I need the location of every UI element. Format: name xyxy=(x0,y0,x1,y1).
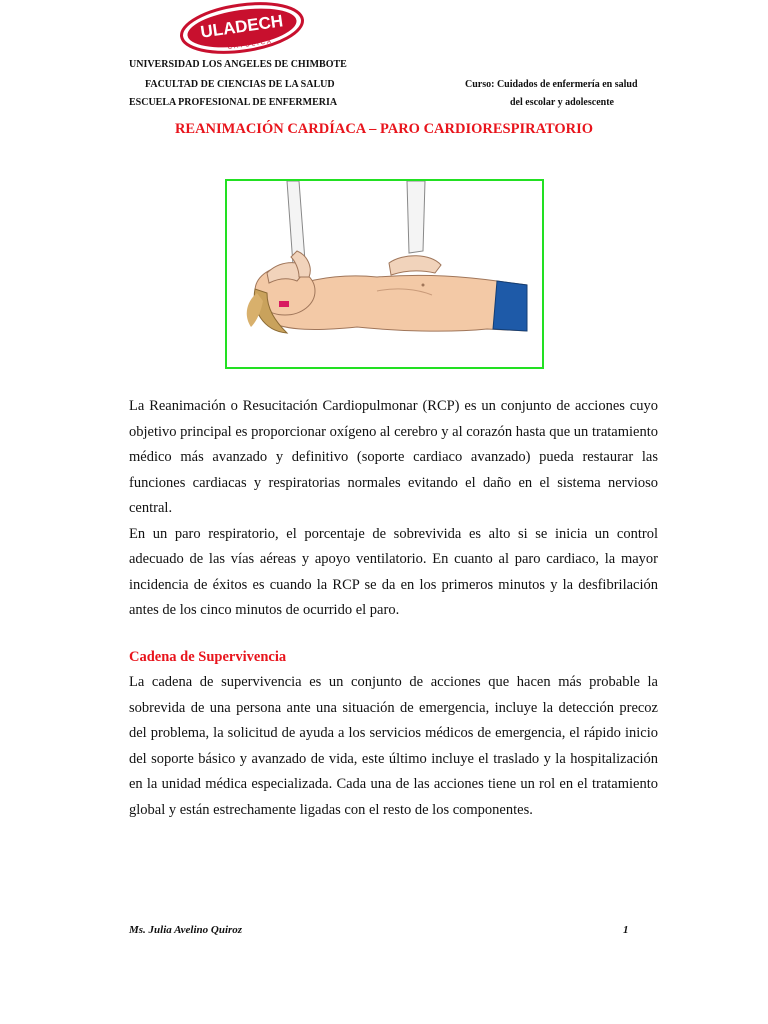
section-paragraph-1: La cadena de supervivencia es un conjunto de acciones que hacen más probable la sobrevida de una persona ante una situación de emergencia, incluye la detección precoz del problema, la solicitud de ayuda a los servicios médicos de emergencia, el rápido inicio del soporte básico y avanzado de vida, este último incluye el traslado y la hospitalización en la unidad médica especializada. Cada una de las acciones tiene un rol en el tratamiento global y están estrechamente ligadas con el resto de los componentes. xyxy=(129,674,658,818)
logo-subtext: CATÓLICA xyxy=(227,38,274,52)
faculty-name: FACULTAD DE CIENCIAS DE LA SALUD xyxy=(145,79,335,90)
university-name: UNIVERSIDAD LOS ANGELES DE CHIMBOTE xyxy=(129,59,347,70)
course-line-2: del escolar y adolescente xyxy=(510,97,614,108)
intro-text xyxy=(129,394,658,624)
uladech-logo xyxy=(178,2,306,54)
cpr-illustration xyxy=(225,179,544,369)
document-title: REANIMACIÓN CARDÍACA – PARO CARDIORESPIRATORIO xyxy=(174,121,594,137)
intro-paragraph-1: La Reanimación o Resucitación Cardiopulmonar (RCP) es un conjunto de acciones cuyo objetivo principal es proporcionar oxígeno al cerebro y al corazón hasta que un tratamiento médico más avanzado y definitivo (soporte cardiaco avanzado) pueda restaurar las funciones cardiacas y respiratorias normales evitando el daño en el sistema nervioso central. xyxy=(129,398,658,516)
school-name: ESCUELA PROFESIONAL DE ENFERMERIA xyxy=(129,97,338,108)
footer-author: Ms. Julia Avelino Quiroz xyxy=(129,924,243,936)
course-line-1: Curso: Cuidados de enfermería en salud xyxy=(465,79,638,90)
logo-text: ULADECH xyxy=(199,11,285,42)
intro-paragraph-2: En un paro respiratorio, el porcentaje de sobrevivida es alto si se inicia un control adecuado de las vías aéreas y apoyo ventilatorio. En cuanto al paro cardiaco, la mayor incidencia de éxitos es cuando la RCP se da en los primeros minutos y la desfibrilación antes de los cinco minutos de ocurrido el paro. xyxy=(129,525,658,618)
section-text xyxy=(129,670,658,823)
section-heading: Cadena de Supervivencia xyxy=(129,649,287,665)
page-number: 1 xyxy=(623,924,629,936)
